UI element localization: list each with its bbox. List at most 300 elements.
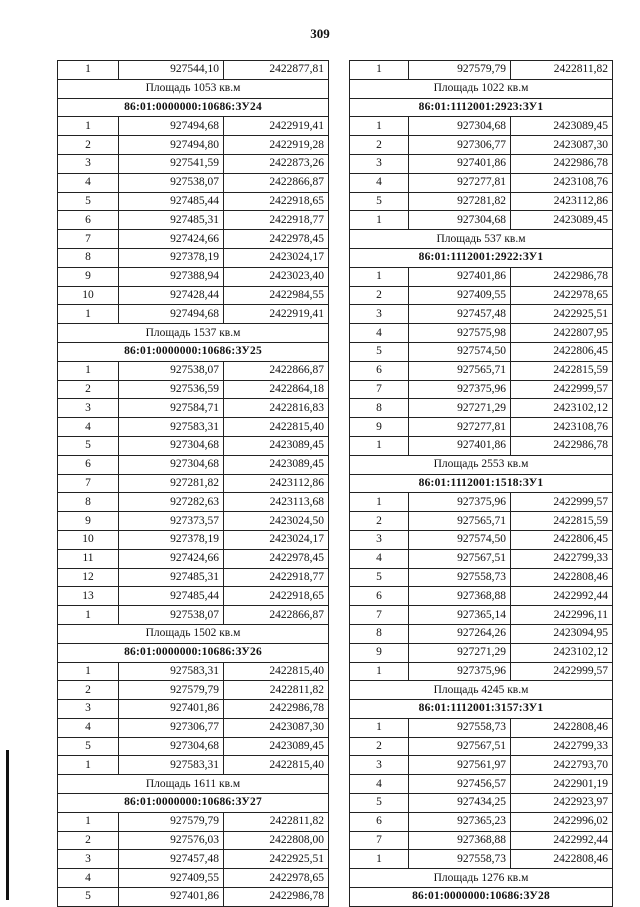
y-coordinate: 2422877,81 bbox=[224, 61, 329, 80]
x-coordinate: 927401,86 bbox=[409, 436, 511, 455]
coordinate-row bbox=[350, 549, 613, 568]
y-coordinate: 2422808,46 bbox=[511, 568, 613, 587]
area-row bbox=[58, 79, 329, 98]
coordinate-row bbox=[58, 436, 329, 455]
point-number: 4 bbox=[350, 775, 409, 794]
x-coordinate: 927365,14 bbox=[409, 606, 511, 625]
point-number: 2 bbox=[350, 512, 409, 531]
cadastral-number-row bbox=[350, 700, 613, 719]
x-coordinate: 927584,71 bbox=[119, 399, 224, 418]
point-number: 5 bbox=[350, 342, 409, 361]
y-coordinate: 2422918,77 bbox=[224, 211, 329, 230]
cadastral-number-row bbox=[58, 98, 329, 117]
coordinate-row bbox=[58, 173, 329, 192]
point-number: 9 bbox=[350, 643, 409, 662]
area-label: Площадь 1022 кв.м bbox=[350, 79, 613, 98]
x-coordinate: 927485,31 bbox=[119, 211, 224, 230]
point-number: 4 bbox=[58, 418, 119, 437]
coordinate-row bbox=[58, 380, 329, 399]
y-coordinate: 2423023,40 bbox=[224, 267, 329, 286]
y-coordinate: 2422919,28 bbox=[224, 136, 329, 155]
coordinate-row bbox=[350, 173, 613, 192]
y-coordinate: 2422978,45 bbox=[224, 230, 329, 249]
y-coordinate: 2422918,65 bbox=[224, 192, 329, 211]
x-coordinate: 927304,68 bbox=[409, 117, 511, 136]
point-number: 5 bbox=[58, 436, 119, 455]
point-number: 6 bbox=[58, 211, 119, 230]
coordinate-row bbox=[350, 737, 613, 756]
y-coordinate: 2422901,19 bbox=[511, 775, 613, 794]
y-coordinate: 2423089,45 bbox=[511, 117, 613, 136]
coordinate-row bbox=[350, 850, 613, 869]
coordinate-row bbox=[58, 418, 329, 437]
y-coordinate: 2423094,95 bbox=[511, 624, 613, 643]
coordinate-row bbox=[58, 869, 329, 888]
x-coordinate: 927558,73 bbox=[409, 568, 511, 587]
x-coordinate: 927567,51 bbox=[409, 549, 511, 568]
coordinate-row bbox=[58, 606, 329, 625]
x-coordinate: 927579,79 bbox=[119, 681, 224, 700]
y-coordinate: 2422978,65 bbox=[224, 869, 329, 888]
x-coordinate: 927409,55 bbox=[409, 286, 511, 305]
point-number: 2 bbox=[58, 831, 119, 850]
y-coordinate: 2422815,59 bbox=[511, 512, 613, 531]
x-coordinate: 927494,80 bbox=[119, 136, 224, 155]
point-number: 1 bbox=[58, 117, 119, 136]
x-coordinate: 927544,10 bbox=[119, 61, 224, 80]
point-number: 1 bbox=[350, 436, 409, 455]
area-row bbox=[350, 681, 613, 700]
right-coordinates-body bbox=[350, 61, 613, 907]
point-number: 3 bbox=[58, 700, 119, 719]
y-coordinate: 2423024,50 bbox=[224, 512, 329, 531]
y-coordinate: 2422806,45 bbox=[511, 342, 613, 361]
coordinate-row bbox=[58, 361, 329, 380]
point-number: 6 bbox=[350, 361, 409, 380]
point-number: 7 bbox=[58, 474, 119, 493]
coordinate-row bbox=[350, 568, 613, 587]
coordinate-row bbox=[58, 718, 329, 737]
cadastral-number: 86:01:0000000:10686:ЗУ28 bbox=[350, 888, 613, 907]
area-row bbox=[350, 455, 613, 474]
point-number: 13 bbox=[58, 587, 119, 606]
coordinate-row bbox=[350, 136, 613, 155]
point-number: 8 bbox=[58, 248, 119, 267]
point-number: 1 bbox=[350, 117, 409, 136]
coordinate-row bbox=[350, 794, 613, 813]
point-number: 4 bbox=[350, 549, 409, 568]
coordinate-row bbox=[58, 850, 329, 869]
cadastral-number: 86:01:1112001:1518:ЗУ1 bbox=[350, 474, 613, 493]
x-coordinate: 927494,68 bbox=[119, 117, 224, 136]
y-coordinate: 2422808,46 bbox=[511, 718, 613, 737]
x-coordinate: 927494,68 bbox=[119, 305, 224, 324]
y-coordinate: 2423112,86 bbox=[224, 474, 329, 493]
point-number: 3 bbox=[58, 850, 119, 869]
point-number: 1 bbox=[58, 61, 119, 80]
area-label: Площадь 1611 кв.м bbox=[58, 775, 329, 794]
area-row bbox=[350, 230, 613, 249]
x-coordinate: 927373,57 bbox=[119, 512, 224, 531]
area-label: Площадь 1537 кв.м bbox=[58, 324, 329, 343]
x-coordinate: 927567,51 bbox=[409, 737, 511, 756]
area-label: Площадь 4245 кв.м bbox=[350, 681, 613, 700]
cadastral-number: 86:01:1112001:2922:ЗУ1 bbox=[350, 248, 613, 267]
coordinate-row bbox=[350, 61, 613, 80]
x-coordinate: 927304,68 bbox=[119, 455, 224, 474]
coordinate-row bbox=[350, 305, 613, 324]
area-label: Площадь 1053 кв.м bbox=[58, 79, 329, 98]
x-coordinate: 927401,86 bbox=[119, 888, 224, 907]
coordinate-row bbox=[350, 117, 613, 136]
x-coordinate: 927264,26 bbox=[409, 624, 511, 643]
cadastral-number-row bbox=[350, 474, 613, 493]
area-label: Площадь 537 кв.м bbox=[350, 230, 613, 249]
coordinate-row bbox=[58, 117, 329, 136]
coordinate-row bbox=[58, 305, 329, 324]
y-coordinate: 2423102,12 bbox=[511, 399, 613, 418]
x-coordinate: 927424,66 bbox=[119, 230, 224, 249]
x-coordinate: 927271,29 bbox=[409, 399, 511, 418]
y-coordinate: 2422923,97 bbox=[511, 794, 613, 813]
y-coordinate: 2422984,55 bbox=[224, 286, 329, 305]
y-coordinate: 2422866,87 bbox=[224, 606, 329, 625]
x-coordinate: 927579,79 bbox=[409, 61, 511, 80]
y-coordinate: 2422799,33 bbox=[511, 737, 613, 756]
x-coordinate: 927574,50 bbox=[409, 530, 511, 549]
point-number: 3 bbox=[58, 154, 119, 173]
x-coordinate: 927485,44 bbox=[119, 587, 224, 606]
y-coordinate: 2422815,40 bbox=[224, 756, 329, 775]
y-coordinate: 2422864,18 bbox=[224, 380, 329, 399]
y-coordinate: 2422918,65 bbox=[224, 587, 329, 606]
y-coordinate: 2423112,86 bbox=[511, 192, 613, 211]
y-coordinate: 2422925,51 bbox=[511, 305, 613, 324]
margin-scan-mark bbox=[6, 750, 9, 900]
point-number: 5 bbox=[58, 737, 119, 756]
cadastral-number: 86:01:0000000:10686:ЗУ25 bbox=[58, 342, 329, 361]
y-coordinate: 2422816,83 bbox=[224, 399, 329, 418]
coordinate-row bbox=[58, 455, 329, 474]
coordinate-row bbox=[350, 324, 613, 343]
coordinate-row bbox=[58, 530, 329, 549]
x-coordinate: 927304,68 bbox=[119, 436, 224, 455]
cadastral-number: 86:01:1112001:3157:ЗУ1 bbox=[350, 700, 613, 719]
y-coordinate: 2423089,45 bbox=[224, 737, 329, 756]
area-row bbox=[350, 79, 613, 98]
point-number: 1 bbox=[58, 305, 119, 324]
point-number: 2 bbox=[350, 286, 409, 305]
point-number: 2 bbox=[350, 136, 409, 155]
y-coordinate: 2422996,11 bbox=[511, 606, 613, 625]
point-number: 2 bbox=[58, 380, 119, 399]
point-number: 5 bbox=[350, 568, 409, 587]
area-row bbox=[350, 869, 613, 888]
x-coordinate: 927575,98 bbox=[409, 324, 511, 343]
y-coordinate: 2422919,41 bbox=[224, 305, 329, 324]
x-coordinate: 927304,68 bbox=[119, 737, 224, 756]
coordinate-row bbox=[350, 361, 613, 380]
point-number: 1 bbox=[58, 361, 119, 380]
point-number: 1 bbox=[350, 211, 409, 230]
coordinate-row bbox=[350, 606, 613, 625]
coordinate-row bbox=[350, 812, 613, 831]
coordinate-row bbox=[58, 888, 329, 907]
y-coordinate: 2422918,77 bbox=[224, 568, 329, 587]
point-number: 1 bbox=[58, 662, 119, 681]
coordinate-row bbox=[58, 756, 329, 775]
y-coordinate: 2422986,78 bbox=[224, 700, 329, 719]
x-coordinate: 927375,96 bbox=[409, 380, 511, 399]
area-row bbox=[58, 624, 329, 643]
cadastral-number-row bbox=[58, 794, 329, 813]
x-coordinate: 927561,97 bbox=[409, 756, 511, 775]
area-label: Площадь 2553 кв.м bbox=[350, 455, 613, 474]
point-number: 8 bbox=[350, 399, 409, 418]
coordinate-row bbox=[350, 662, 613, 681]
x-coordinate: 927583,31 bbox=[119, 662, 224, 681]
coordinate-row bbox=[58, 61, 329, 80]
coordinate-row bbox=[58, 681, 329, 700]
y-coordinate: 2423089,45 bbox=[511, 211, 613, 230]
point-number: 4 bbox=[58, 869, 119, 888]
x-coordinate: 927368,88 bbox=[409, 831, 511, 850]
point-number: 10 bbox=[58, 530, 119, 549]
coordinate-row bbox=[350, 643, 613, 662]
x-coordinate: 927306,77 bbox=[409, 136, 511, 155]
x-coordinate: 927281,82 bbox=[409, 192, 511, 211]
y-coordinate: 2423024,17 bbox=[224, 248, 329, 267]
y-coordinate: 2423108,76 bbox=[511, 418, 613, 437]
x-coordinate: 927401,86 bbox=[409, 154, 511, 173]
left-coordinates-column bbox=[57, 60, 329, 907]
coordinate-row bbox=[58, 568, 329, 587]
y-coordinate: 2422986,78 bbox=[511, 154, 613, 173]
x-coordinate: 927281,82 bbox=[119, 474, 224, 493]
point-number: 1 bbox=[350, 662, 409, 681]
point-number: 7 bbox=[350, 831, 409, 850]
point-number: 7 bbox=[350, 380, 409, 399]
cadastral-number-row bbox=[58, 643, 329, 662]
coordinate-row bbox=[58, 192, 329, 211]
coordinate-row bbox=[58, 812, 329, 831]
point-number: 2 bbox=[58, 136, 119, 155]
point-number: 5 bbox=[58, 888, 119, 907]
cadastral-number: 86:01:0000000:10686:ЗУ27 bbox=[58, 794, 329, 813]
y-coordinate: 2422925,51 bbox=[224, 850, 329, 869]
x-coordinate: 927424,66 bbox=[119, 549, 224, 568]
x-coordinate: 927457,48 bbox=[119, 850, 224, 869]
x-coordinate: 927583,31 bbox=[119, 756, 224, 775]
y-coordinate: 2423089,45 bbox=[224, 455, 329, 474]
cadastral-number-row bbox=[350, 888, 613, 907]
point-number: 5 bbox=[350, 794, 409, 813]
y-coordinate: 2422999,57 bbox=[511, 493, 613, 512]
point-number: 4 bbox=[350, 173, 409, 192]
y-coordinate: 2422808,00 bbox=[224, 831, 329, 850]
coordinate-row bbox=[350, 587, 613, 606]
coordinate-row bbox=[58, 831, 329, 850]
coordinate-row bbox=[350, 154, 613, 173]
point-number: 11 bbox=[58, 549, 119, 568]
y-coordinate: 2422873,26 bbox=[224, 154, 329, 173]
coordinate-row bbox=[350, 718, 613, 737]
y-coordinate: 2422811,82 bbox=[224, 681, 329, 700]
y-coordinate: 2422986,78 bbox=[511, 436, 613, 455]
y-coordinate: 2423108,76 bbox=[511, 173, 613, 192]
y-coordinate: 2422919,41 bbox=[224, 117, 329, 136]
point-number: 4 bbox=[350, 324, 409, 343]
y-coordinate: 2423113,68 bbox=[224, 493, 329, 512]
x-coordinate: 927579,79 bbox=[119, 812, 224, 831]
x-coordinate: 927306,77 bbox=[119, 718, 224, 737]
y-coordinate: 2422793,70 bbox=[511, 756, 613, 775]
coordinate-row bbox=[350, 436, 613, 455]
y-coordinate: 2422978,45 bbox=[224, 549, 329, 568]
y-coordinate: 2422992,44 bbox=[511, 587, 613, 606]
y-coordinate: 2422815,40 bbox=[224, 662, 329, 681]
coordinate-row bbox=[350, 756, 613, 775]
coordinate-row bbox=[58, 549, 329, 568]
x-coordinate: 927282,63 bbox=[119, 493, 224, 512]
area-label: Площадь 1276 кв.м bbox=[350, 869, 613, 888]
coordinate-row bbox=[58, 493, 329, 512]
coordinate-row bbox=[58, 587, 329, 606]
point-number: 1 bbox=[58, 606, 119, 625]
point-number: 5 bbox=[350, 192, 409, 211]
y-coordinate: 2422986,78 bbox=[224, 888, 329, 907]
x-coordinate: 927378,19 bbox=[119, 530, 224, 549]
y-coordinate: 2423102,12 bbox=[511, 643, 613, 662]
y-coordinate: 2422978,65 bbox=[511, 286, 613, 305]
coordinate-row bbox=[350, 286, 613, 305]
x-coordinate: 927574,50 bbox=[409, 342, 511, 361]
point-number: 1 bbox=[58, 756, 119, 775]
point-number: 12 bbox=[58, 568, 119, 587]
x-coordinate: 927541,59 bbox=[119, 154, 224, 173]
x-coordinate: 927388,94 bbox=[119, 267, 224, 286]
y-coordinate: 2423087,30 bbox=[224, 718, 329, 737]
coordinate-row bbox=[350, 399, 613, 418]
x-coordinate: 927485,31 bbox=[119, 568, 224, 587]
x-coordinate: 927565,71 bbox=[409, 512, 511, 531]
right-coordinates-column bbox=[349, 60, 613, 907]
x-coordinate: 927565,71 bbox=[409, 361, 511, 380]
point-number: 9 bbox=[350, 418, 409, 437]
coordinate-row bbox=[350, 267, 613, 286]
coordinate-row bbox=[58, 286, 329, 305]
coordinate-row bbox=[58, 211, 329, 230]
coordinate-row bbox=[58, 154, 329, 173]
left-coordinates-table bbox=[57, 60, 329, 907]
y-coordinate: 2422996,02 bbox=[511, 812, 613, 831]
point-number: 3 bbox=[350, 305, 409, 324]
x-coordinate: 927375,96 bbox=[409, 662, 511, 681]
x-coordinate: 927558,73 bbox=[409, 850, 511, 869]
y-coordinate: 2422811,82 bbox=[224, 812, 329, 831]
x-coordinate: 927368,88 bbox=[409, 587, 511, 606]
x-coordinate: 927401,86 bbox=[119, 700, 224, 719]
x-coordinate: 927434,25 bbox=[409, 794, 511, 813]
x-coordinate: 927536,59 bbox=[119, 380, 224, 399]
coordinate-row bbox=[58, 267, 329, 286]
point-number: 1 bbox=[350, 718, 409, 737]
point-number: 1 bbox=[350, 493, 409, 512]
y-coordinate: 2422815,40 bbox=[224, 418, 329, 437]
coordinate-row bbox=[58, 136, 329, 155]
point-number: 4 bbox=[58, 173, 119, 192]
x-coordinate: 927304,68 bbox=[409, 211, 511, 230]
coordinate-row bbox=[58, 512, 329, 531]
x-coordinate: 927456,57 bbox=[409, 775, 511, 794]
coordinate-row bbox=[350, 512, 613, 531]
point-number: 1 bbox=[350, 850, 409, 869]
x-coordinate: 927409,55 bbox=[119, 869, 224, 888]
x-coordinate: 927558,73 bbox=[409, 718, 511, 737]
coordinate-row bbox=[350, 831, 613, 850]
y-coordinate: 2422992,44 bbox=[511, 831, 613, 850]
y-coordinate: 2422815,59 bbox=[511, 361, 613, 380]
point-number: 4 bbox=[58, 718, 119, 737]
coordinate-row bbox=[350, 380, 613, 399]
coordinate-row bbox=[58, 700, 329, 719]
y-coordinate: 2422999,57 bbox=[511, 380, 613, 399]
point-number: 7 bbox=[350, 606, 409, 625]
point-number: 1 bbox=[350, 267, 409, 286]
point-number: 3 bbox=[350, 756, 409, 775]
y-coordinate: 2423024,17 bbox=[224, 530, 329, 549]
point-number: 2 bbox=[58, 681, 119, 700]
point-number: 3 bbox=[58, 399, 119, 418]
point-number: 1 bbox=[350, 61, 409, 80]
coordinate-row bbox=[58, 399, 329, 418]
cadastral-number: 86:01:0000000:10686:ЗУ26 bbox=[58, 643, 329, 662]
area-row bbox=[58, 775, 329, 794]
x-coordinate: 927378,19 bbox=[119, 248, 224, 267]
point-number: 1 bbox=[58, 812, 119, 831]
x-coordinate: 927583,31 bbox=[119, 418, 224, 437]
x-coordinate: 927457,48 bbox=[409, 305, 511, 324]
area-label: Площадь 1502 кв.м bbox=[58, 624, 329, 643]
point-number: 2 bbox=[350, 737, 409, 756]
cadastral-number: 86:01:0000000:10686:ЗУ24 bbox=[58, 98, 329, 117]
x-coordinate: 927538,07 bbox=[119, 173, 224, 192]
x-coordinate: 927277,81 bbox=[409, 418, 511, 437]
point-number: 10 bbox=[58, 286, 119, 305]
page-number: 309 bbox=[310, 26, 330, 41]
y-coordinate: 2422806,45 bbox=[511, 530, 613, 549]
coordinate-row bbox=[58, 248, 329, 267]
coordinate-row bbox=[350, 192, 613, 211]
coordinate-row bbox=[350, 624, 613, 643]
coordinate-row bbox=[58, 230, 329, 249]
y-coordinate: 2422807,95 bbox=[511, 324, 613, 343]
y-coordinate: 2422811,82 bbox=[511, 61, 613, 80]
area-row bbox=[58, 324, 329, 343]
coordinate-row bbox=[350, 530, 613, 549]
point-number: 5 bbox=[58, 192, 119, 211]
cadastral-number-row bbox=[350, 98, 613, 117]
point-number: 6 bbox=[350, 812, 409, 831]
point-number: 9 bbox=[58, 267, 119, 286]
point-number: 7 bbox=[58, 230, 119, 249]
coordinate-row bbox=[350, 342, 613, 361]
coordinate-row bbox=[350, 418, 613, 437]
coordinate-row bbox=[350, 775, 613, 794]
y-coordinate: 2423087,30 bbox=[511, 136, 613, 155]
coordinate-row bbox=[58, 474, 329, 493]
x-coordinate: 927271,29 bbox=[409, 643, 511, 662]
